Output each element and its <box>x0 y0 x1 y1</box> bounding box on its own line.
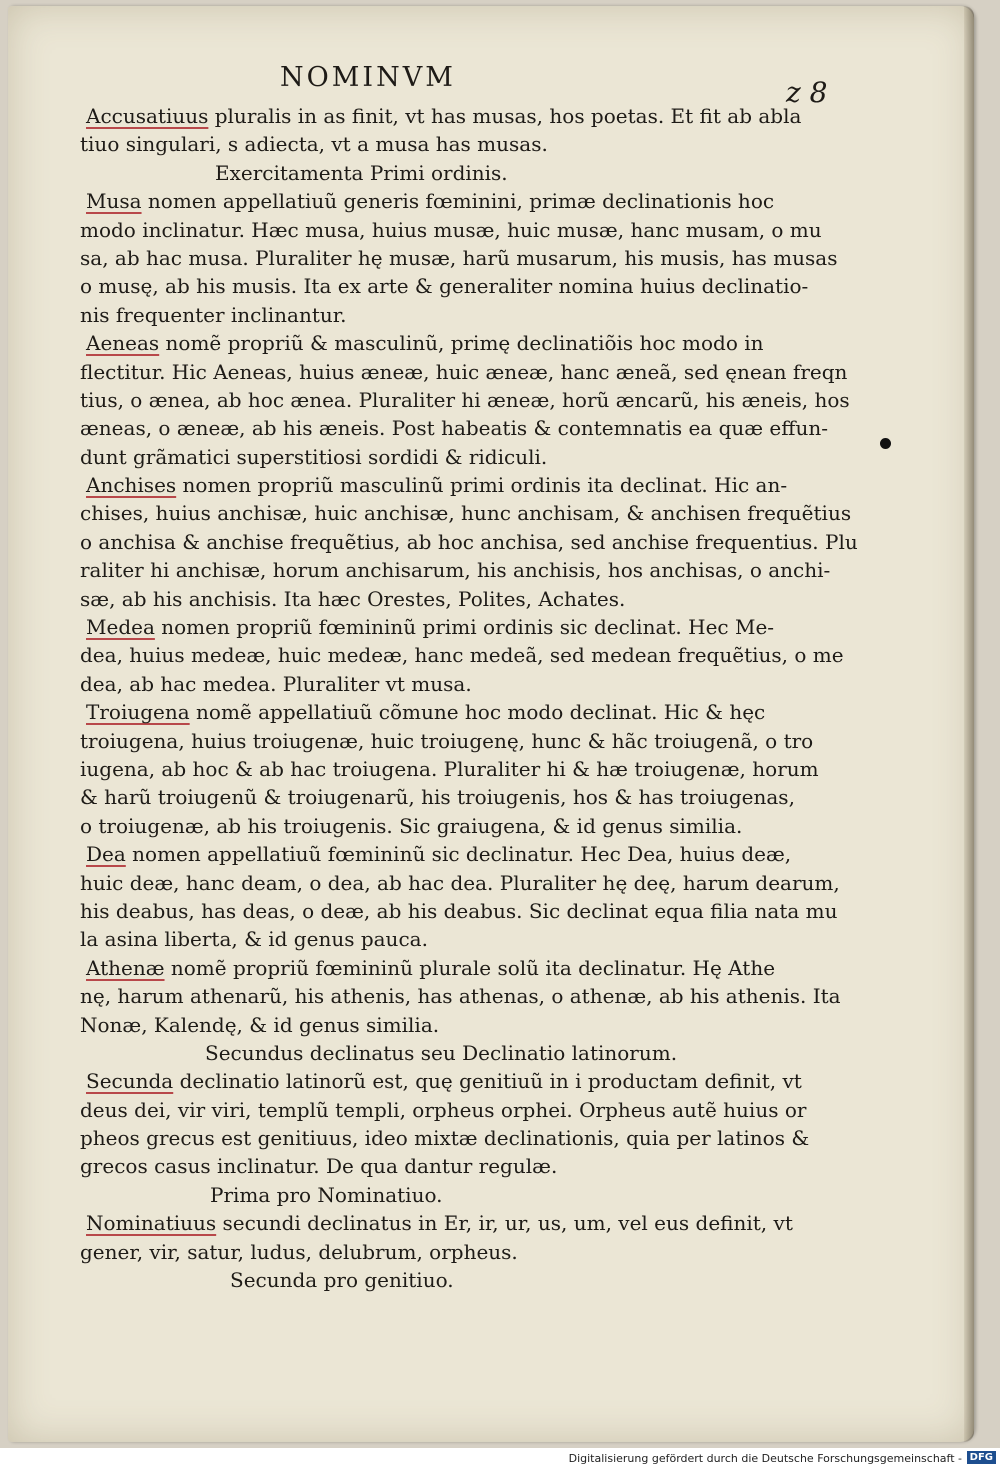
page-edge <box>964 6 974 1442</box>
line-text: declinatio latinorũ est, quę genitiuũ in i productam definit, vt <box>173 1069 802 1094</box>
paragraph-first-line <box>80 1209 793 1237</box>
line-text: nę, harum athenarũ, his athenis, has athenas, o athenæ, ab his athenis. Ita <box>80 984 841 1009</box>
line-text: deus dei, vir viri, templũ templi, orpheus orphei. Orpheus autẽ huius or <box>80 1097 807 1122</box>
line-text: dunt grãmatici superstitiosi sordidi & ridiculi. <box>80 444 548 469</box>
text-line <box>80 897 838 925</box>
text-line <box>80 130 760 158</box>
section-heading: Exercitamenta Primi ordinis. <box>215 160 508 185</box>
rubricated-word: Accusatiuus <box>86 104 209 128</box>
line-text: Nonæ, Kalendę, & id genus similia. <box>80 1012 440 1037</box>
text-line <box>80 670 760 698</box>
text-line <box>80 216 822 244</box>
section-heading: Prima pro Nominatiuo. <box>210 1182 443 1207</box>
text-line <box>80 358 848 386</box>
paragraph-first-line <box>80 954 776 982</box>
rubricated-word: Aeneas <box>86 331 160 356</box>
text-line <box>80 443 760 471</box>
rubricated-word: Athenæ <box>86 955 165 980</box>
ink-dot-mark <box>880 438 891 449</box>
paragraph-first-line <box>80 102 802 130</box>
text-line <box>80 528 858 556</box>
rubricated-word: Troiugena <box>86 700 190 725</box>
text-line <box>80 1011 760 1039</box>
line-text: chises, huius anchisæ, huic anchisæ, hunc anchisam, & anchisen frequẽtius <box>80 501 852 526</box>
line-text: iugena, ab hoc & ab hac troiugena. Pluraliter hi & hæ troiugenæ, horum <box>80 756 819 781</box>
line-text: flectitur. Hic Aeneas, huius æneæ, huic æneæ, hanc æneã, sed ęnean freqn <box>80 359 848 384</box>
text-line <box>80 1124 810 1152</box>
line-text: nomen propriũ masculinũ primi ordinis ita declinat. Hic an- <box>176 473 788 498</box>
text-line <box>80 386 850 414</box>
line-text: æneas, o æneæ, ab his æneis. Post habeatis & contemnatis ea quæ effun- <box>80 416 828 441</box>
line-text: o musę, ab his musis. Ita ex arte & generaliter nomina huius declinatio- <box>80 274 809 299</box>
text-line <box>80 755 819 783</box>
text-line <box>80 641 844 669</box>
line-text: huic deæ, hanc deam, o dea, ab hac dea. Pluraliter hę deę, harum dearum, <box>80 870 840 895</box>
body-text <box>80 102 858 1294</box>
line-text: sa, ab hac musa. Pluraliter hę musæ, harũ musarum, his musis, has musas <box>80 245 838 270</box>
line-text: grecos casus inclinatur. De qua dantur regulæ. <box>80 1154 558 1179</box>
text-line <box>80 244 838 272</box>
line-text: sæ, ab his anchisis. Ita hæc Orestes, Polites, Achates. <box>80 586 626 611</box>
footer-credit: Digitalisierung gefördert durch die Deutsche Forschungsgemeinschaft - <box>568 1452 962 1465</box>
paragraph-first-line <box>80 329 764 357</box>
line-text: raliter hi anchisæ, horum anchisarum, his anchisis, hos anchisas, o anchi- <box>80 558 831 583</box>
text-line <box>80 1238 760 1266</box>
text-line <box>80 1096 807 1124</box>
text-line <box>80 727 814 755</box>
text-line <box>80 812 760 840</box>
line-text: his deabus, has deas, o deæ, ab his deabus. Sic declinat equa filia nata mu <box>80 898 838 923</box>
paragraph-first-line <box>80 698 766 726</box>
dfg-logo: DFG <box>967 1451 996 1464</box>
text-line <box>80 556 831 584</box>
rubricated-word: Dea <box>86 842 126 867</box>
paragraph-first-line <box>80 471 788 499</box>
line-text: dea, ab hac medea. Pluraliter vt musa. <box>80 671 472 696</box>
line-text: modo inclinatur. Hæc musa, huius musæ, huic musæ, hanc musam, o mu <box>80 217 822 242</box>
line-text: nis frequenter inclinantur. <box>80 302 347 327</box>
text-line <box>80 272 809 300</box>
paragraph-first-line <box>80 840 792 868</box>
text-line <box>80 414 828 442</box>
line-text: o troiugenæ, ab his troiugenis. Sic graiugena, & id genus similia. <box>80 813 743 838</box>
text-line <box>80 1152 760 1180</box>
paragraph-first-line <box>80 613 775 641</box>
text-line <box>80 499 852 527</box>
rubricated-word: Medea <box>86 615 155 640</box>
line-text: dea, huius medeæ, huic medeæ, hanc medeã, sed medean frequẽtius, o me <box>80 643 844 668</box>
line-text: pheos grecus est genitiuus, ideo mixtæ declinationis, quia per latinos & <box>80 1126 810 1151</box>
text-line <box>80 301 760 329</box>
section-heading: Secunda pro genitiuo. <box>230 1268 454 1293</box>
line-text: troiugena, huius troiugenæ, huic troiugenę, hunc & hãc troiugenã, o tro <box>80 728 814 753</box>
paragraph-first-line <box>80 187 775 215</box>
running-title: NOMINVM <box>280 62 456 93</box>
line-text: nomẽ appellatiuũ cõmune hoc modo declinat. Hic & hęc <box>189 700 766 725</box>
text-line <box>80 925 760 953</box>
rubricated-word: Musa <box>86 189 142 214</box>
line-text: nomen appellatiuũ generis fœminini, primæ declinationis hoc <box>141 189 775 214</box>
folio-number: z 8 <box>786 76 828 109</box>
text-line <box>80 585 760 613</box>
text-line <box>80 783 795 811</box>
line-text: la asina liberta, & id genus pauca. <box>80 927 428 952</box>
line-text: tius, o ænea, ab hoc ænea. Pluraliter hi æneæ, horũ æncarũ, his æneis, hos <box>80 387 850 412</box>
paragraph-first-line <box>80 1067 802 1095</box>
line-text: nomẽ propriũ fœmininũ plurale solũ ita declinatur. Hę Athe <box>164 955 776 980</box>
rubricated-word: Secunda <box>86 1069 174 1094</box>
text-line <box>80 869 840 897</box>
rubricated-word: Anchises <box>86 473 177 498</box>
text-line <box>80 982 841 1010</box>
line-text: secundi declinatus in Er, ir, ur, us, um, vel eus definit, vt <box>216 1211 793 1236</box>
line-text: gener, vir, satur, ludus, delubrum, orpheus. <box>80 1239 518 1264</box>
rubricated-word: Nominatiuus <box>86 1211 217 1236</box>
line-text: nomen propriũ fœmininũ primi ordinis sic declinat. Hec Me- <box>154 615 775 640</box>
section-heading: Secundus declinatus seu Declinatio latinorum. <box>205 1040 678 1065</box>
line-text: tiuo singulari, s adiecta, vt a musa has musas. <box>80 132 548 157</box>
line-text: o anchisa & anchise frequẽtius, ab hoc anchisa, sed anchise frequentius. Plu <box>80 529 858 554</box>
line-text: nomen appellatiuũ fœmininũ sic declinatur. Hec Dea, huius deæ, <box>125 842 792 867</box>
line-text: nomẽ propriũ & masculinũ, primę declinatiõis hoc modo in <box>159 331 764 356</box>
line-text: pluralis in as finit, vt has musas, hos poetas. Et fit ab abla <box>208 104 802 128</box>
line-text: & harũ troiugenũ & troiugenarũ, his troiugenis, hos & has troiugenas, <box>80 785 795 810</box>
